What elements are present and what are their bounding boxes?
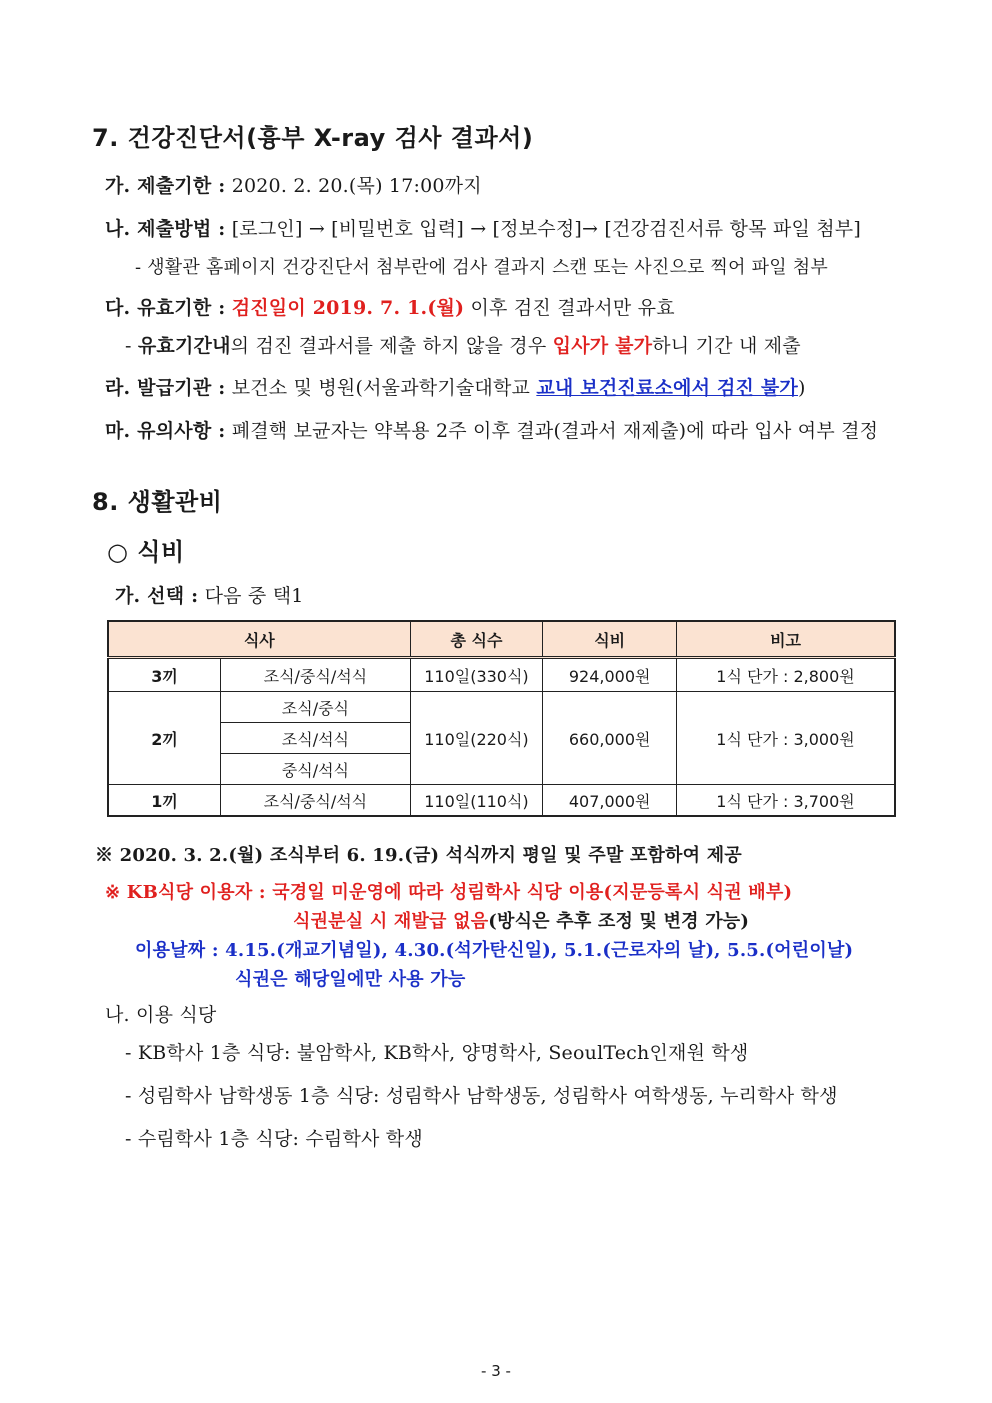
row1-price: 407,000원 [543, 785, 677, 817]
method-text: [로그인] → [비밀번호 입력] → [정보수정]→ [건강검진서류 항목 파일 첨부] [231, 218, 861, 240]
table-row [108, 658, 895, 692]
section8-subtitle: ○ 식비 [107, 538, 185, 566]
section8-choice [115, 581, 304, 608]
issuer-text: 보건소 및 병원(서울과학기술대학교 [231, 377, 537, 399]
issuer-end: ) [798, 377, 806, 399]
issuer-link[interactable]: 교내 보건진료소에서 검진 불가 [536, 377, 798, 399]
row3-note: 1식 단가 : 2,800원 [677, 658, 895, 692]
method-sub: - 생활관 홈페이지 건강진단서 첨부란에 검사 결과지 스캔 또는 사진으로 찍어 파일 첨부 [135, 257, 828, 278]
choice-text: 다음 중 택1 [204, 585, 304, 607]
caution-label: 마. 유의사항 : [105, 420, 226, 442]
deadline-label: 가. 제출기한 : [105, 175, 226, 197]
row3-kind: 3끼 [108, 658, 221, 692]
header-meal: 식사 [108, 621, 410, 658]
note-period: ※ 2020. 3. 2.(월) 조식부터 6. 19.(금) 석식까지 평일 및 주말 포함하여 제공 [95, 845, 742, 866]
list-item: - 수림학사 1층 식당: 수림학사 학생 [125, 1128, 423, 1150]
row2-note: 1식 단가 : 3,000원 [677, 692, 895, 785]
table-row [108, 785, 895, 817]
section8-title: 8. 생활관비 [92, 488, 223, 516]
row2-kind: 2끼 [108, 692, 221, 785]
row2-meals-a: 조식/중식 [221, 692, 410, 723]
header-count: 총 식수 [410, 621, 543, 658]
validity-sub-mid: 의 검진 결과서를 제출 하지 않을 경우 [230, 335, 553, 357]
validity-text: 이후 검진 결과서만 유효 [470, 297, 675, 319]
table-row [108, 692, 895, 723]
section7-title: 7. 건강진단서(흉부 X-ray 검사 결과서) [92, 124, 534, 152]
validity-sub-bold: 유효기간내 [137, 335, 231, 357]
list-item: - KB학사 1층 식당: 불암학사, KB학사, 양명학사, SeoulTech인재원 학생 [125, 1042, 749, 1064]
validity-sub-prefix: - [125, 335, 138, 357]
method-label: 나. 제출방법 : [105, 218, 226, 240]
row1-meals: 조식/중식/석식 [221, 785, 410, 817]
section7-method [105, 214, 861, 241]
choice-label: 가. 선택 : [115, 585, 199, 607]
cafeteria-title: 나. 이용 식당 [105, 1004, 217, 1026]
row2-meals-c: 중식/석식 [221, 754, 410, 785]
table-header-row [108, 621, 895, 658]
section7-caution [105, 416, 878, 443]
deadline-text: 2020. 2. 20.(목) 17:00까지 [231, 175, 482, 197]
header-price: 식비 [543, 621, 677, 658]
validity-sub-red: 입사가 불가 [552, 335, 653, 357]
header-note: 비고 [677, 621, 895, 658]
page-number: - 3 - [481, 1362, 511, 1380]
caution-text: 폐결핵 보균자는 약복용 2주 이후 결과(결과서 재제출)에 따라 입사 여부 결정 [231, 420, 879, 442]
meal-table [107, 620, 896, 817]
row2-count: 110일(220식) [410, 692, 543, 785]
validity-sub-end: 하니 기간 내 제출 [652, 335, 801, 357]
list-item: - 성림학사 남학생동 1층 식당: 성림학사 남학생동, 성림학사 여학생동, 누리학사 학생 [125, 1085, 838, 1107]
row2-meals-b: 조식/석식 [221, 723, 410, 754]
note-ticket-use: 식권은 해당일에만 사용 가능 [235, 969, 466, 990]
issuer-label: 라. 발급기관 : [105, 377, 226, 399]
note-ticket [293, 907, 749, 933]
row3-count: 110일(330식) [410, 658, 543, 692]
section7-deadline [105, 171, 482, 198]
row3-price: 924,000원 [543, 658, 677, 692]
note-dates: 이용날짜 : 4.15.(개교기념일), 4.30.(석가탄신일), 5.1.(근로자의 날), 5.5.(어린이날) [135, 940, 854, 961]
note-ticket-black: (방식은 추후 조정 및 변경 가능) [488, 911, 750, 932]
note-kb: ※ KB식당 이용자 : 국경일 미운영에 따라 성림학사 식당 이용(지문등록시 식권 배부) [105, 882, 793, 903]
row2-price: 660,000원 [543, 692, 677, 785]
section7-issuer [105, 373, 806, 400]
validity-red: 검진일이 2019. 7. 1.(월) [231, 297, 465, 319]
section7-validity [105, 293, 675, 320]
row1-kind: 1끼 [108, 785, 221, 817]
note-ticket-red: 식권분실 시 재발급 없음 [293, 911, 489, 932]
validity-sub [125, 331, 801, 358]
row1-count: 110일(110식) [410, 785, 543, 817]
row3-meals: 조식/중식/석식 [221, 658, 410, 692]
validity-label: 다. 유효기한 : [105, 297, 226, 319]
row1-note: 1식 단가 : 3,700원 [677, 785, 895, 817]
